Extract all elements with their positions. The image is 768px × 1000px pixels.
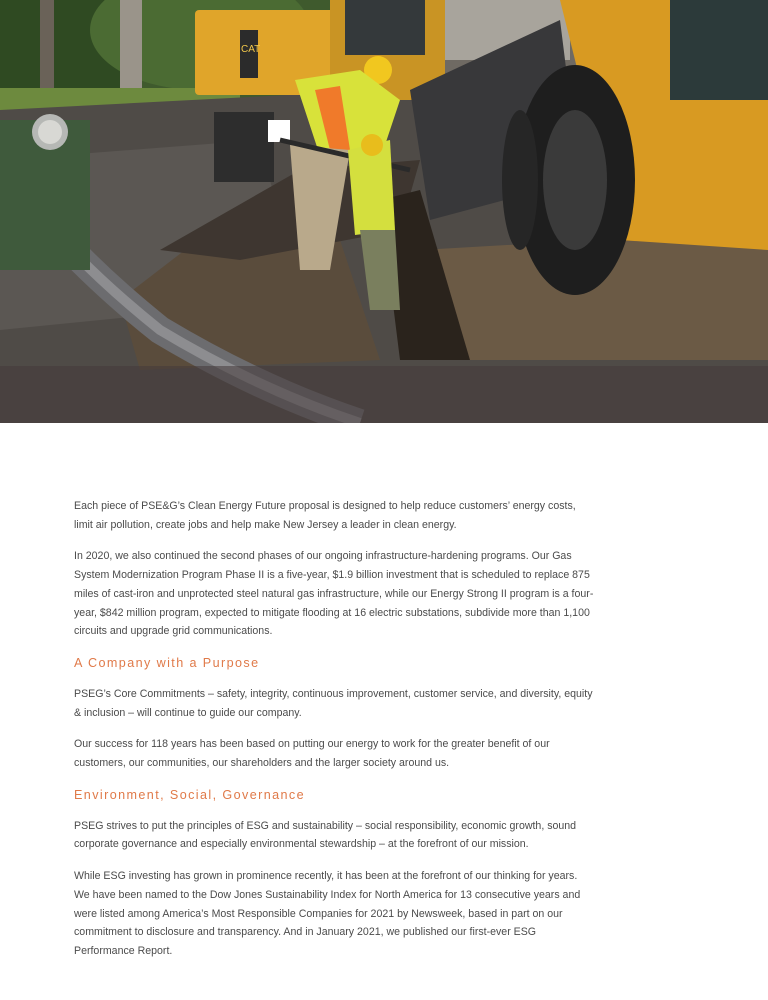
- construction-photo-icon: [0, 0, 768, 423]
- article-body: [74, 497, 594, 974]
- paragraph-infrastructure: In 2020, we also continued the second phases of our ongoing infrastructure-hardening programs. Our Gas System Modernization Program Phase II is a five-year, $1.9 billion investment that is scheduled to replace 875 miles of cast-iron and unprotected steel natural gas infrastructure, while our Energy Strong II program is a four-year, $842 million program, expected to mitigate flooding at 16 electric substations, subdivide more than 1,100 circuits and upgrade grid communications.: [74, 550, 594, 638]
- svg-text:CAT: CAT: [241, 44, 261, 55]
- paragraph-esg-investing: While ESG investing has grown in prominence recently, it has been at the forefront of our thinking for years. We have been named to the Dow Jones Sustainability Index for North America for 13 consecutive years and were listed among America’s Most Responsible Companies for 2021 by Newsweek, based in part on our commitment to disclosure and transparency. And in January 2021, we published our first-ever ESG Performance Report.: [74, 870, 581, 957]
- section-heading-esg: Environment, Social, Governance: [74, 787, 306, 802]
- paragraph-success: Our success for 118 years has been based on putting our energy to work for the greater benefit of our customers, our communities, our shareholders and the larger society around us.: [74, 738, 550, 770]
- paragraph-esg-principles: PSEG strives to put the principles of ESG and sustainability – social responsibility, economic growth, sound corporate governance and especially environmental stewardship – at the forefront of our mission.: [74, 819, 577, 851]
- paragraph-clean-energy: Each piece of PSE&G’s Clean Energy Future proposal is designed to help reduce customers’ energy costs, limit air pollution, create jobs and help make New Jersey a leader in clean energy.: [74, 500, 576, 531]
- hero-overlay-band: [0, 366, 768, 423]
- paragraph-core-commitments: PSEG’s Core Commitments – safety, integrity, continuous improvement, customer service, and diversity, equity & inclusion – will continue to guide our company.: [74, 687, 593, 719]
- hero-photo: [0, 0, 768, 423]
- section-heading-purpose: A Company with a Purpose: [74, 655, 260, 670]
